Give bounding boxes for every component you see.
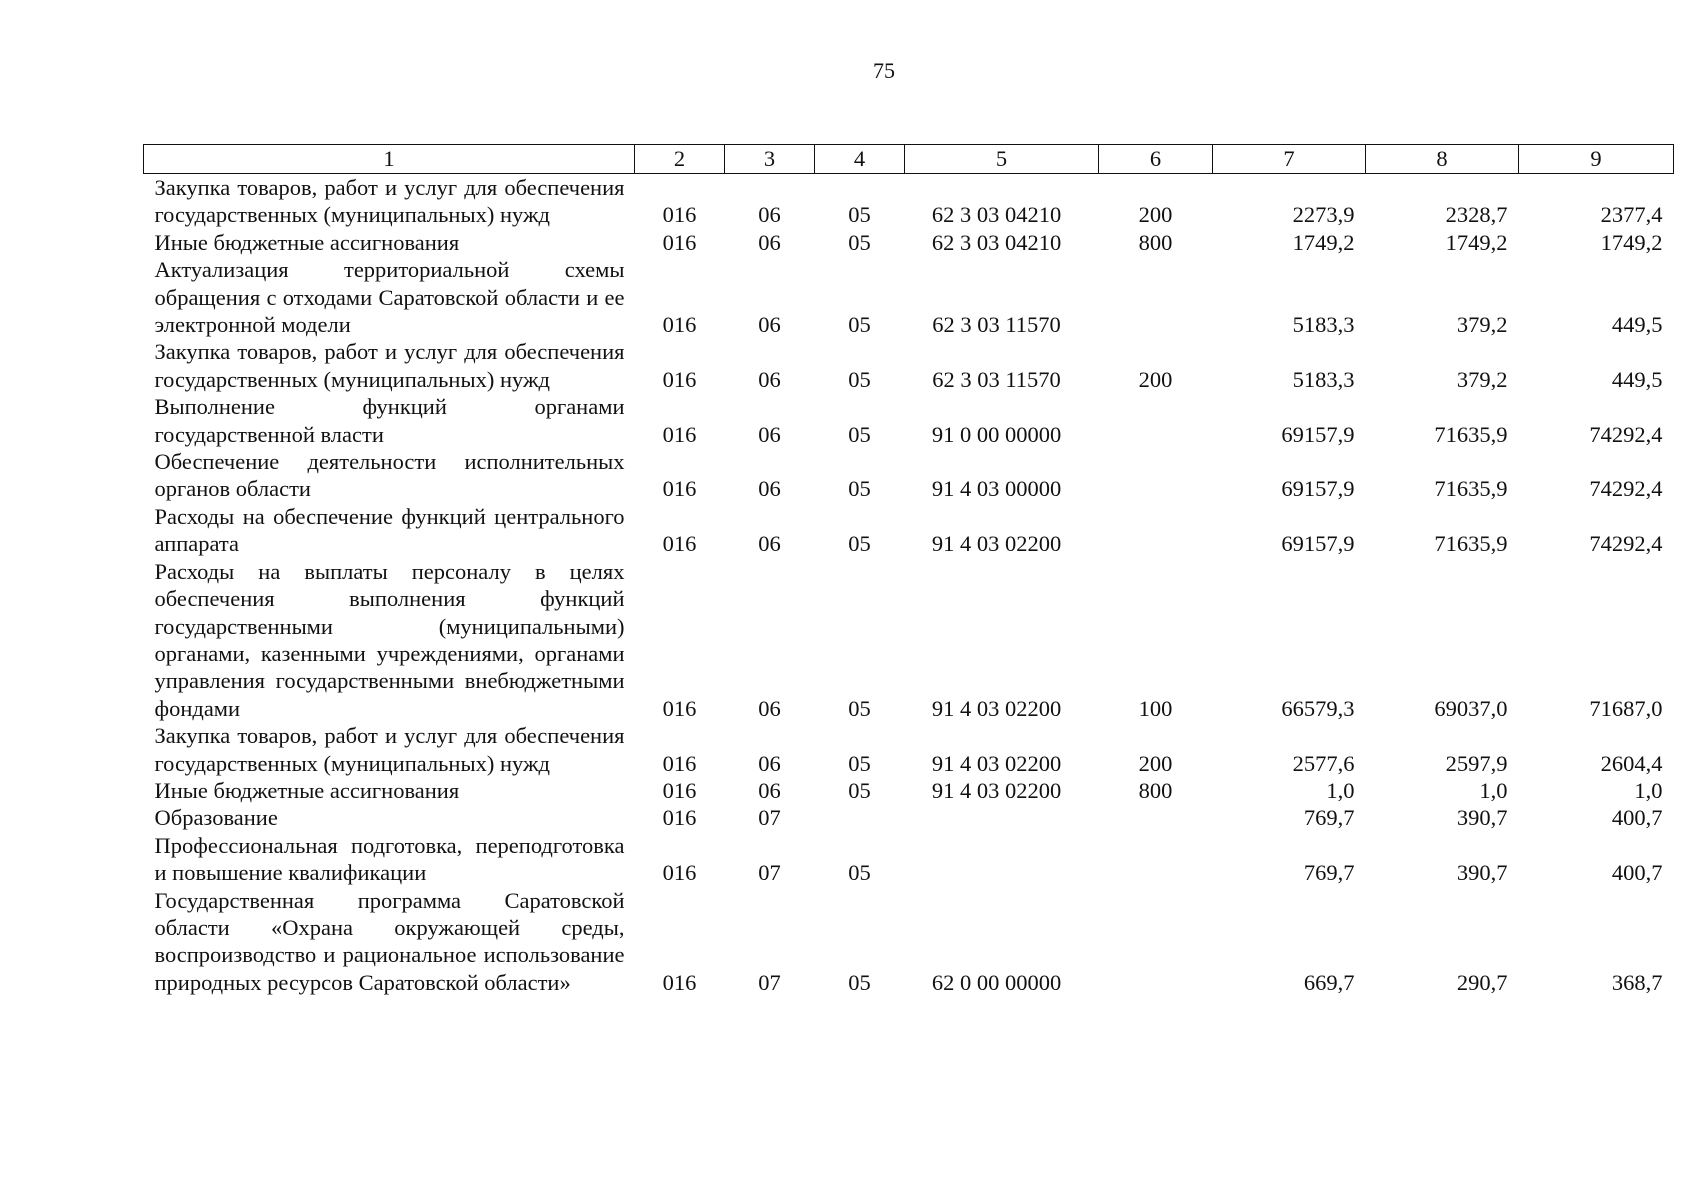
cell-col-5: 62 0 00 00000 bbox=[931, 969, 1062, 995]
cell-col-8: 290,7 bbox=[1456, 969, 1508, 995]
row-description: Актуализация территориальной схемы обращения с отходами Саратовской области и ее электронной модели bbox=[154, 257, 625, 338]
cell-col-3: 07 bbox=[758, 969, 781, 995]
cell-col-6 bbox=[1099, 804, 1213, 831]
cell-col-6 bbox=[1099, 887, 1213, 997]
cell-col-8: 71635,9 bbox=[1434, 531, 1508, 557]
header-col-4: 4 bbox=[815, 145, 905, 174]
cell-col-3: 06 bbox=[758, 421, 781, 447]
cell-col-8: 1,0 bbox=[1479, 777, 1508, 803]
cell-col-3: 06 bbox=[758, 229, 781, 255]
cell-col-6 bbox=[1099, 832, 1213, 887]
cell-col-2: 016 bbox=[662, 750, 697, 776]
cell-col-2: 016 bbox=[662, 969, 697, 995]
cell-col-5 bbox=[905, 832, 1099, 887]
cell-col-6 bbox=[1099, 448, 1213, 503]
row-description: Закупка товаров, работ и услуг для обеспечения государственных (муниципальных) нужд bbox=[154, 175, 625, 228]
cell-col-5: 62 3 03 11570 bbox=[932, 312, 1061, 338]
cell-col-5: 91 4 03 02200 bbox=[931, 531, 1062, 557]
table-row bbox=[144, 887, 1674, 997]
cell-col-2: 016 bbox=[662, 366, 697, 392]
table-row bbox=[144, 832, 1674, 887]
cell-col-2: 016 bbox=[662, 695, 697, 721]
cell-col-5: 62 3 03 04210 bbox=[931, 202, 1062, 228]
cell-col-4: 05 bbox=[848, 750, 871, 776]
cell-col-2: 016 bbox=[662, 805, 697, 831]
cell-col-4: 05 bbox=[848, 969, 871, 995]
cell-col-8: 390,7 bbox=[1456, 860, 1508, 886]
cell-col-3: 06 bbox=[758, 695, 781, 721]
cell-col-7: 1,0 bbox=[1326, 777, 1355, 803]
cell-col-4: 05 bbox=[848, 421, 871, 447]
cell-col-6: 200 bbox=[1138, 750, 1173, 776]
table-header bbox=[144, 145, 1674, 174]
cell-col-7: 2577,6 bbox=[1292, 750, 1355, 776]
cell-col-2: 016 bbox=[662, 312, 697, 338]
row-description: Расходы на обеспечение функций центрального аппарата bbox=[154, 503, 625, 557]
cell-col-7: 69157,9 bbox=[1281, 421, 1355, 447]
cell-col-7: 2273,9 bbox=[1292, 202, 1355, 228]
table-row bbox=[144, 777, 1674, 804]
cell-col-7: 1749,2 bbox=[1292, 229, 1355, 255]
cell-col-9: 1,0 bbox=[1634, 777, 1663, 803]
table-row bbox=[144, 448, 1674, 503]
cell-col-3: 06 bbox=[758, 777, 781, 803]
cell-col-2: 016 bbox=[662, 860, 697, 886]
table-row bbox=[144, 229, 1674, 256]
cell-col-8: 71635,9 bbox=[1434, 476, 1508, 502]
table-row bbox=[144, 722, 1674, 777]
table-row bbox=[144, 338, 1674, 393]
cell-col-8: 71635,9 bbox=[1434, 421, 1508, 447]
cell-col-6: 800 bbox=[1138, 229, 1173, 255]
cell-col-7: 769,7 bbox=[1303, 805, 1355, 831]
cell-col-6: 200 bbox=[1138, 366, 1173, 392]
cell-col-4 bbox=[815, 804, 905, 831]
cell-col-9: 400,7 bbox=[1611, 860, 1663, 886]
cell-col-9: 2604,4 bbox=[1600, 750, 1663, 776]
cell-col-5 bbox=[905, 804, 1099, 831]
cell-col-5: 91 4 03 02200 bbox=[931, 695, 1062, 721]
cell-col-9: 74292,4 bbox=[1589, 421, 1663, 447]
cell-col-7: 769,7 bbox=[1303, 860, 1355, 886]
table-row bbox=[144, 256, 1674, 338]
cell-col-4: 05 bbox=[848, 531, 871, 557]
cell-col-6 bbox=[1099, 256, 1213, 338]
cell-col-6 bbox=[1099, 503, 1213, 558]
row-description: Выполнение функций органами государственной власти bbox=[154, 394, 625, 447]
row-description: Иные бюджетные ассигнования bbox=[154, 777, 460, 803]
header-col-3: 3 bbox=[725, 145, 815, 174]
table-row bbox=[144, 393, 1674, 448]
cell-col-3: 06 bbox=[758, 312, 781, 338]
cell-col-9: 449,5 bbox=[1611, 312, 1663, 338]
cell-col-4: 05 bbox=[848, 695, 871, 721]
table-row bbox=[144, 558, 1674, 722]
cell-col-2: 016 bbox=[662, 777, 697, 803]
row-description: Закупка товаров, работ и услуг для обеспечения государственных (муниципальных) нужд bbox=[154, 339, 625, 392]
row-description: Государственная программа Саратовской области «Охрана окружающей среды, воспроизводство и рациональное использование природных ресурсов Саратовской области» bbox=[154, 887, 625, 995]
cell-col-9: 368,7 bbox=[1611, 969, 1663, 995]
row-description: Расходы на выплаты персоналу в целях обеспечения выполнения функций государственными (муниципальными) органами, казенными учреждениями, органами управления государственными внебюджетными фондами bbox=[154, 558, 625, 721]
cell-col-9: 1749,2 bbox=[1600, 229, 1663, 255]
cell-col-4: 05 bbox=[848, 229, 871, 255]
row-description: Обеспечение деятельности исполнительных органов области bbox=[154, 449, 625, 502]
cell-col-5: 62 3 03 04210 bbox=[931, 229, 1062, 255]
row-description: Профессиональная подготовка, переподготовка и повышение квалификации bbox=[154, 832, 625, 886]
cell-col-9: 449,5 bbox=[1611, 366, 1663, 392]
cell-col-8: 1749,2 bbox=[1445, 229, 1508, 255]
cell-col-7: 5183,3 bbox=[1292, 366, 1355, 392]
cell-col-3: 06 bbox=[758, 531, 781, 557]
table-row bbox=[144, 503, 1674, 558]
cell-col-4: 05 bbox=[848, 366, 871, 392]
cell-col-5: 91 4 03 02200 bbox=[931, 777, 1062, 803]
cell-col-7: 669,7 bbox=[1303, 969, 1355, 995]
cell-col-8: 390,7 bbox=[1456, 805, 1508, 831]
cell-col-3: 07 bbox=[758, 805, 781, 831]
cell-col-8: 2328,7 bbox=[1445, 202, 1508, 228]
cell-col-5: 91 0 00 00000 bbox=[931, 421, 1062, 447]
cell-col-4: 05 bbox=[848, 476, 871, 502]
cell-col-6: 800 bbox=[1138, 777, 1173, 803]
header-col-7: 7 bbox=[1213, 145, 1366, 174]
cell-col-7: 69157,9 bbox=[1281, 531, 1355, 557]
cell-col-2: 016 bbox=[662, 229, 697, 255]
cell-col-9: 71687,0 bbox=[1589, 695, 1663, 721]
header-col-9: 9 bbox=[1519, 145, 1674, 174]
cell-col-7: 5183,3 bbox=[1292, 312, 1355, 338]
cell-col-8: 379,2 bbox=[1456, 366, 1508, 392]
cell-col-3: 06 bbox=[758, 750, 781, 776]
cell-col-5: 62 3 03 11570 bbox=[932, 366, 1061, 392]
row-description: Закупка товаров, работ и услуг для обеспечения государственных (муниципальных) нужд bbox=[154, 723, 625, 776]
cell-col-9: 74292,4 bbox=[1589, 476, 1663, 502]
cell-col-3: 06 bbox=[758, 366, 781, 392]
table-body bbox=[144, 174, 1674, 997]
cell-col-2: 016 bbox=[662, 202, 697, 228]
cell-col-6 bbox=[1099, 393, 1213, 448]
budget-table bbox=[143, 144, 1674, 996]
cell-col-8: 379,2 bbox=[1456, 312, 1508, 338]
cell-col-8: 2597,9 bbox=[1445, 750, 1508, 776]
cell-col-2: 016 bbox=[662, 531, 697, 557]
table-row bbox=[144, 174, 1674, 229]
cell-col-6: 200 bbox=[1138, 202, 1173, 228]
header-row bbox=[144, 145, 1674, 174]
row-description: Иные бюджетные ассигнования bbox=[154, 229, 460, 255]
header-col-2: 2 bbox=[635, 145, 725, 174]
cell-col-5: 91 4 03 00000 bbox=[931, 476, 1062, 502]
cell-col-2: 016 bbox=[662, 421, 697, 447]
table-row bbox=[144, 804, 1674, 831]
cell-col-8: 69037,0 bbox=[1434, 695, 1508, 721]
cell-col-7: 69157,9 bbox=[1281, 476, 1355, 502]
cell-col-7: 66579,3 bbox=[1281, 695, 1355, 721]
cell-col-3: 07 bbox=[758, 860, 781, 886]
cell-col-2: 016 bbox=[662, 476, 697, 502]
cell-col-4: 05 bbox=[848, 202, 871, 228]
header-col-5: 5 bbox=[905, 145, 1099, 174]
cell-col-4: 05 bbox=[848, 860, 871, 886]
cell-col-3: 06 bbox=[758, 476, 781, 502]
cell-col-6: 100 bbox=[1138, 695, 1173, 721]
cell-col-9: 400,7 bbox=[1611, 805, 1663, 831]
header-col-1: 1 bbox=[144, 145, 635, 174]
header-col-6: 6 bbox=[1099, 145, 1213, 174]
row-description: Образование bbox=[154, 805, 278, 831]
header-col-8: 8 bbox=[1366, 145, 1519, 174]
cell-col-4: 05 bbox=[848, 312, 871, 338]
cell-col-5: 91 4 03 02200 bbox=[931, 750, 1062, 776]
cell-col-9: 2377,4 bbox=[1600, 202, 1663, 228]
cell-col-4: 05 bbox=[848, 777, 871, 803]
cell-col-3: 06 bbox=[758, 202, 781, 228]
cell-col-9: 74292,4 bbox=[1589, 531, 1663, 557]
page-number: 75 bbox=[873, 58, 895, 83]
